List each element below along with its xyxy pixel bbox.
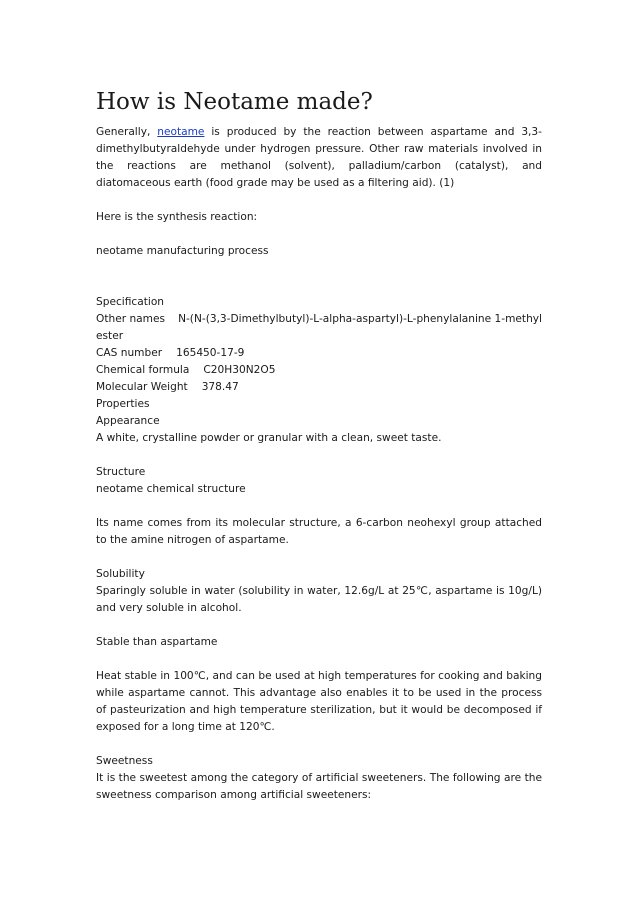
mw-label: Molecular Weight — [96, 381, 188, 393]
other-names-value: N-(N-(3,3-Dimethylbutyl)-L-alpha-aspartyl)-L-phenylalanine 1-methyl — [178, 313, 542, 325]
mw-row — [96, 379, 542, 396]
document-body — [96, 86, 542, 804]
other-names-value-cont: ester — [96, 330, 124, 342]
cas-row — [96, 345, 542, 362]
sweetness-paragraph: It is the sweetest among the category of artificial sweeteners. The following are the sweetness comparison among artificial sweeteners: — [96, 772, 542, 801]
formula-value: C20H30N2O5 — [203, 364, 276, 376]
structure-paragraph: Its name comes from its molecular structure, a 6-carbon neohexyl group attached to the amine nitrogen of aspartame. — [96, 517, 542, 546]
other-names-row — [96, 311, 542, 328]
structure-heading: Structure — [96, 466, 146, 478]
stable-heading: Stable than aspartame — [96, 636, 218, 648]
appearance-heading: Appearance — [96, 415, 160, 427]
properties-heading: Properties — [96, 398, 150, 410]
cas-label: CAS number — [96, 347, 163, 359]
sweetness-heading: Sweetness — [96, 755, 153, 767]
intro-lead: Generally, — [96, 126, 151, 138]
process-image-label: neotame manufacturing process — [96, 245, 269, 257]
intro-paragraph — [96, 124, 542, 192]
solubility-heading: Solubility — [96, 568, 145, 580]
mw-value: 378.47 — [201, 381, 239, 393]
solubility-paragraph: Sparingly soluble in water (solubility in water, 12.6g/L at 25℃, aspartame is 10g/L) and very soluble in alcohol. — [96, 585, 542, 614]
page-title: How is Neotame made? — [96, 89, 373, 115]
synthesis-text: Here is the synthesis reaction: — [96, 211, 258, 223]
structure-image-label: neotame chemical structure — [96, 483, 246, 495]
other-names-label: Other names — [96, 313, 166, 325]
spec-heading: Specification — [96, 296, 165, 308]
appearance-text: A white, crystalline powder or granular with a clean, sweet taste. — [96, 432, 442, 444]
neotame-link[interactable]: neotame — [157, 126, 205, 138]
cas-value: 165450-17-9 — [176, 347, 245, 359]
stable-paragraph: Heat stable in 100℃, and can be used at high temperatures for cooking and baking while aspartame cannot. This advantage also enables it to be used in the process of pasteurization and high temperature sterilization, but it would be decomposed if exposed for a long time at 120℃. — [96, 670, 542, 733]
formula-row — [96, 362, 542, 379]
formula-label: Chemical formula — [96, 364, 190, 376]
intro-rest: is produced by the reaction between aspartame and 3,3-dimethylbutyraldehyde under hydrogen pressure. Other raw materials involved in the reactions are methanol (solvent), palladium/carbon (catalyst), and diatomaceous earth (food grade may be used as a filtering aid). (1) — [96, 126, 542, 189]
